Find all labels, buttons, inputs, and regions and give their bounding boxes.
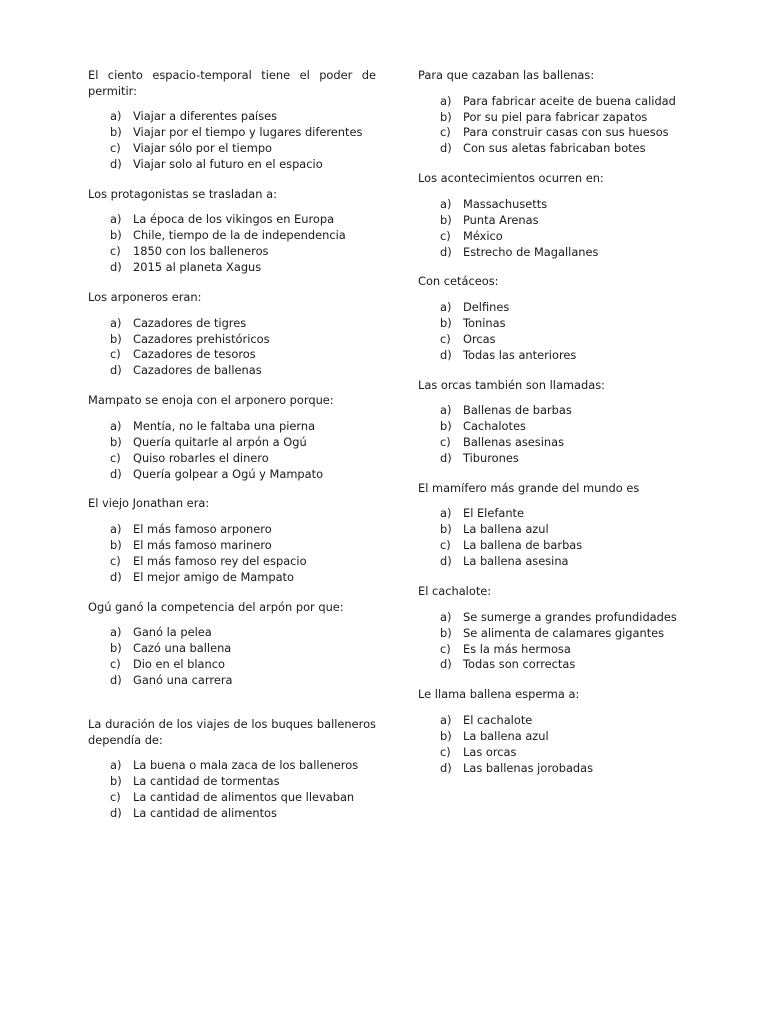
- option-letter: c): [110, 450, 121, 465]
- option-item: [88, 554, 376, 570]
- option-text: Quería quitarle al arpón a Ogú: [133, 434, 307, 449]
- option-letter: c): [110, 244, 121, 259]
- option-text: Ganó la pelea: [133, 625, 212, 640]
- option-text: La cantidad de tormentas: [133, 774, 280, 788]
- option-list: [418, 713, 708, 777]
- option-letter: b): [440, 315, 452, 330]
- option-list: [418, 610, 708, 674]
- option-item: [88, 316, 376, 332]
- option-text: El más famoso rey del espacio: [133, 553, 307, 568]
- question-block: [88, 290, 376, 379]
- option-list: [88, 109, 376, 173]
- option-text: Chile, tiempo de la de independencia: [133, 228, 346, 243]
- option-letter: b): [440, 522, 452, 537]
- option-item: [88, 157, 376, 173]
- option-text: El más famoso marinero: [133, 537, 272, 552]
- option-item: [418, 626, 708, 642]
- option-letter: c): [110, 657, 121, 672]
- option-item: [418, 610, 708, 626]
- option-text: Las orcas: [463, 744, 517, 759]
- option-text: Se alimenta de calamares gigantes: [463, 625, 665, 640]
- question-block: [88, 717, 376, 822]
- option-letter: c): [440, 538, 451, 553]
- option-letter: d): [440, 347, 452, 362]
- option-text: Cazadores de ballenas: [133, 363, 262, 378]
- option-item: [418, 300, 708, 316]
- question-block: [418, 68, 708, 157]
- option-item: [418, 506, 708, 522]
- question-text: El cachalote:: [418, 584, 492, 599]
- option-list: [88, 625, 376, 689]
- option-text: La época de los vikingos en Europa: [133, 212, 335, 227]
- option-letter: d): [110, 363, 122, 378]
- option-letter: b): [110, 641, 122, 656]
- option-letter: a): [440, 93, 452, 108]
- option-letter: b): [110, 228, 122, 243]
- option-item: [418, 642, 708, 658]
- option-item: [88, 141, 376, 157]
- question-block: [418, 584, 708, 673]
- option-text: Viajar solo al futuro en el espacio: [133, 156, 323, 171]
- option-letter: c): [110, 347, 121, 362]
- option-item: [88, 641, 376, 657]
- option-letter: b): [440, 625, 452, 640]
- option-text: Estrecho de Magallanes: [463, 244, 599, 259]
- option-text: Viajar por el tiempo y lugares diferentes: [133, 125, 363, 140]
- option-text: Tiburones: [463, 450, 519, 465]
- option-letter: b): [440, 419, 452, 434]
- option-letter: c): [440, 228, 451, 243]
- question-text: Ogú ganó la competencia del arpón por que:: [88, 599, 344, 614]
- option-item: [418, 94, 708, 110]
- option-item: [88, 435, 376, 451]
- option-text: Punta Arenas: [463, 212, 539, 227]
- question-block: [418, 274, 708, 363]
- question-block: [88, 68, 376, 173]
- option-text: Cazadores de tesoros: [133, 347, 256, 362]
- option-letter: b): [110, 434, 122, 449]
- question-block: [88, 496, 376, 585]
- option-text: Se sumerge a grandes profundidades: [463, 609, 677, 624]
- option-text: La ballena azul: [463, 728, 549, 743]
- option-text: Todas son correctas: [463, 657, 576, 672]
- option-item: [418, 403, 708, 419]
- option-letter: c): [110, 789, 121, 804]
- option-text: Es la más hermosa: [463, 641, 571, 656]
- option-letter: d): [110, 260, 122, 275]
- option-letter: a): [440, 712, 452, 727]
- question-text: Los arponeros eran:: [88, 290, 202, 305]
- right-column: [418, 68, 708, 791]
- option-text: Para fabricar aceite de buena calidad: [463, 93, 676, 108]
- option-item: [418, 554, 708, 570]
- option-letter: d): [110, 466, 122, 481]
- option-text: La buena o mala zaca de los balleneros: [133, 758, 359, 773]
- question-text: Los protagonistas se trasladan a:: [88, 186, 277, 201]
- option-list: [418, 506, 708, 570]
- option-item: [88, 347, 376, 363]
- option-item: [418, 761, 708, 777]
- option-text: Ballenas de barbas: [463, 403, 572, 418]
- option-letter: c): [440, 435, 451, 450]
- option-text: Mentía, no le faltaba una pierna: [133, 418, 316, 433]
- option-letter: c): [110, 141, 121, 155]
- option-letter: a): [440, 506, 452, 521]
- option-letter: d): [440, 244, 452, 259]
- option-item: [418, 110, 708, 126]
- option-item: [418, 729, 708, 745]
- option-text: Las ballenas jorobadas: [463, 760, 594, 775]
- option-list: [88, 522, 376, 586]
- question-text: Le llama ballena esperma a:: [418, 687, 580, 702]
- option-letter: d): [440, 760, 452, 775]
- option-text: Ganó una carrera: [133, 673, 233, 687]
- option-text: 1850 con los balleneros: [133, 244, 269, 259]
- question-text: El viejo Jonathan era:: [88, 496, 210, 511]
- option-text: Por su piel para fabricar zapatos: [463, 109, 648, 124]
- option-item: [88, 774, 376, 790]
- option-text: Ballenas asesinas: [463, 435, 565, 450]
- option-item: [88, 212, 376, 228]
- option-item: [418, 522, 708, 538]
- option-text: Viajar sólo por el tiempo: [133, 141, 273, 155]
- option-item: [88, 419, 376, 435]
- option-letter: b): [110, 537, 122, 552]
- left-column: [88, 68, 376, 836]
- option-item: [88, 538, 376, 554]
- option-text: Todas las anteriores: [463, 347, 577, 362]
- question-block: [88, 600, 376, 689]
- option-item: [88, 332, 376, 348]
- option-letter: a): [110, 315, 122, 330]
- option-item: [88, 673, 376, 689]
- option-item: [88, 363, 376, 379]
- option-item: [88, 451, 376, 467]
- option-letter: a): [110, 625, 122, 640]
- option-letter: a): [110, 418, 122, 433]
- question-text: La duración de los viajes de los buques balleneros dependía de:: [88, 716, 376, 747]
- question-text: Para que cazaban las ballenas:: [418, 68, 595, 82]
- option-item: [418, 125, 708, 141]
- option-text: Delfines: [463, 300, 510, 315]
- option-item: [418, 713, 708, 729]
- option-text: La ballena de barbas: [463, 538, 583, 553]
- option-text: Orcas: [463, 331, 496, 346]
- option-letter: d): [440, 657, 452, 672]
- option-text: Dio en el blanco: [133, 657, 225, 672]
- option-text: La cantidad de alimentos que llevaban: [133, 789, 355, 804]
- option-item: [88, 657, 376, 673]
- option-text: La ballena asesina: [463, 554, 569, 569]
- option-letter: c): [440, 331, 451, 346]
- option-letter: c): [440, 125, 451, 140]
- option-text: Quería golpear a Ogú y Mampato: [133, 466, 324, 481]
- option-letter: b): [110, 774, 122, 788]
- option-letter: a): [110, 212, 122, 227]
- option-list: [88, 316, 376, 380]
- option-text: Cachalotes: [463, 419, 526, 434]
- option-text: Cazadores prehistóricos: [133, 331, 270, 346]
- option-item: [88, 625, 376, 641]
- question-block: [418, 171, 708, 260]
- option-text: El mejor amigo de Mampato: [133, 569, 294, 584]
- question-text: El mamífero más grande del mundo es: [418, 480, 640, 495]
- option-letter: a): [440, 609, 452, 624]
- option-item: [88, 790, 376, 806]
- option-letter: a): [110, 522, 122, 537]
- question-text: Con cetáceos:: [418, 274, 499, 289]
- option-text: México: [463, 228, 503, 243]
- option-text: Cazó una ballena: [133, 641, 232, 656]
- option-item: [418, 197, 708, 213]
- option-item: [88, 467, 376, 483]
- option-letter: d): [110, 673, 122, 687]
- option-text: Para construir casas con sus huesos: [463, 125, 669, 140]
- option-text: El cachalote: [463, 712, 533, 727]
- option-list: [88, 212, 376, 276]
- option-item: [418, 332, 708, 348]
- option-item: [418, 451, 708, 467]
- option-letter: a): [110, 758, 122, 773]
- option-list: [88, 419, 376, 483]
- option-text: La ballena azul: [463, 522, 549, 537]
- question-block: [418, 687, 708, 776]
- option-text: El Elefante: [463, 506, 525, 521]
- question-block: [88, 393, 376, 482]
- option-letter: c): [110, 553, 121, 568]
- option-item: [88, 758, 376, 774]
- option-item: [418, 348, 708, 364]
- option-item: [418, 745, 708, 761]
- option-text: Con sus aletas fabricaban botes: [463, 141, 646, 156]
- option-item: [88, 260, 376, 276]
- option-letter: a): [440, 196, 452, 211]
- question-block: [88, 187, 376, 276]
- option-item: [418, 141, 708, 157]
- question-text: El ciento espacio-temporal tiene el poder de permitir:: [88, 68, 376, 98]
- option-letter: c): [440, 641, 451, 656]
- option-text: Cazadores de tigres: [133, 315, 247, 330]
- option-item: [88, 570, 376, 586]
- option-letter: d): [110, 569, 122, 584]
- option-list: [418, 197, 708, 261]
- option-list: [418, 403, 708, 467]
- option-letter: d): [440, 554, 452, 569]
- option-text: El más famoso arponero: [133, 522, 272, 537]
- option-item: [418, 316, 708, 332]
- option-text: Toninas: [463, 315, 506, 330]
- option-letter: a): [440, 300, 452, 315]
- question-text: Las orcas también son llamadas:: [418, 377, 605, 392]
- option-letter: c): [440, 744, 451, 759]
- option-item: [418, 213, 708, 229]
- option-item: [418, 657, 708, 673]
- question-block: [418, 481, 708, 570]
- option-text: 2015 al planeta Xagus: [133, 260, 262, 275]
- option-item: [88, 228, 376, 244]
- option-text: Viajar a diferentes países: [133, 109, 278, 124]
- option-list: [88, 758, 376, 822]
- option-item: [418, 229, 708, 245]
- option-letter: b): [440, 728, 452, 743]
- question-block: [418, 378, 708, 467]
- option-list: [418, 94, 708, 158]
- option-list: [418, 300, 708, 364]
- option-letter: b): [110, 125, 122, 140]
- option-item: [418, 538, 708, 554]
- option-item: [88, 125, 376, 141]
- question-text: Mampato se enoja con el arponero porque:: [88, 393, 334, 408]
- option-text: Quiso robarles el dinero: [133, 450, 269, 465]
- option-letter: d): [110, 805, 122, 820]
- option-item: [418, 435, 708, 451]
- option-letter: b): [110, 331, 122, 346]
- option-item: [88, 109, 376, 125]
- option-item: [418, 245, 708, 261]
- option-item: [88, 806, 376, 822]
- option-item: [88, 244, 376, 260]
- option-letter: b): [440, 212, 452, 227]
- question-text: Los acontecimientos ocurren en:: [418, 171, 604, 186]
- option-letter: b): [440, 109, 452, 124]
- option-letter: d): [440, 450, 452, 465]
- option-text: Massachusetts: [463, 196, 548, 211]
- option-text: La cantidad de alimentos: [133, 805, 277, 820]
- option-letter: a): [110, 109, 122, 124]
- option-item: [88, 522, 376, 538]
- option-letter: d): [440, 141, 452, 156]
- option-letter: a): [440, 403, 452, 418]
- option-letter: d): [110, 156, 122, 171]
- option-item: [418, 419, 708, 435]
